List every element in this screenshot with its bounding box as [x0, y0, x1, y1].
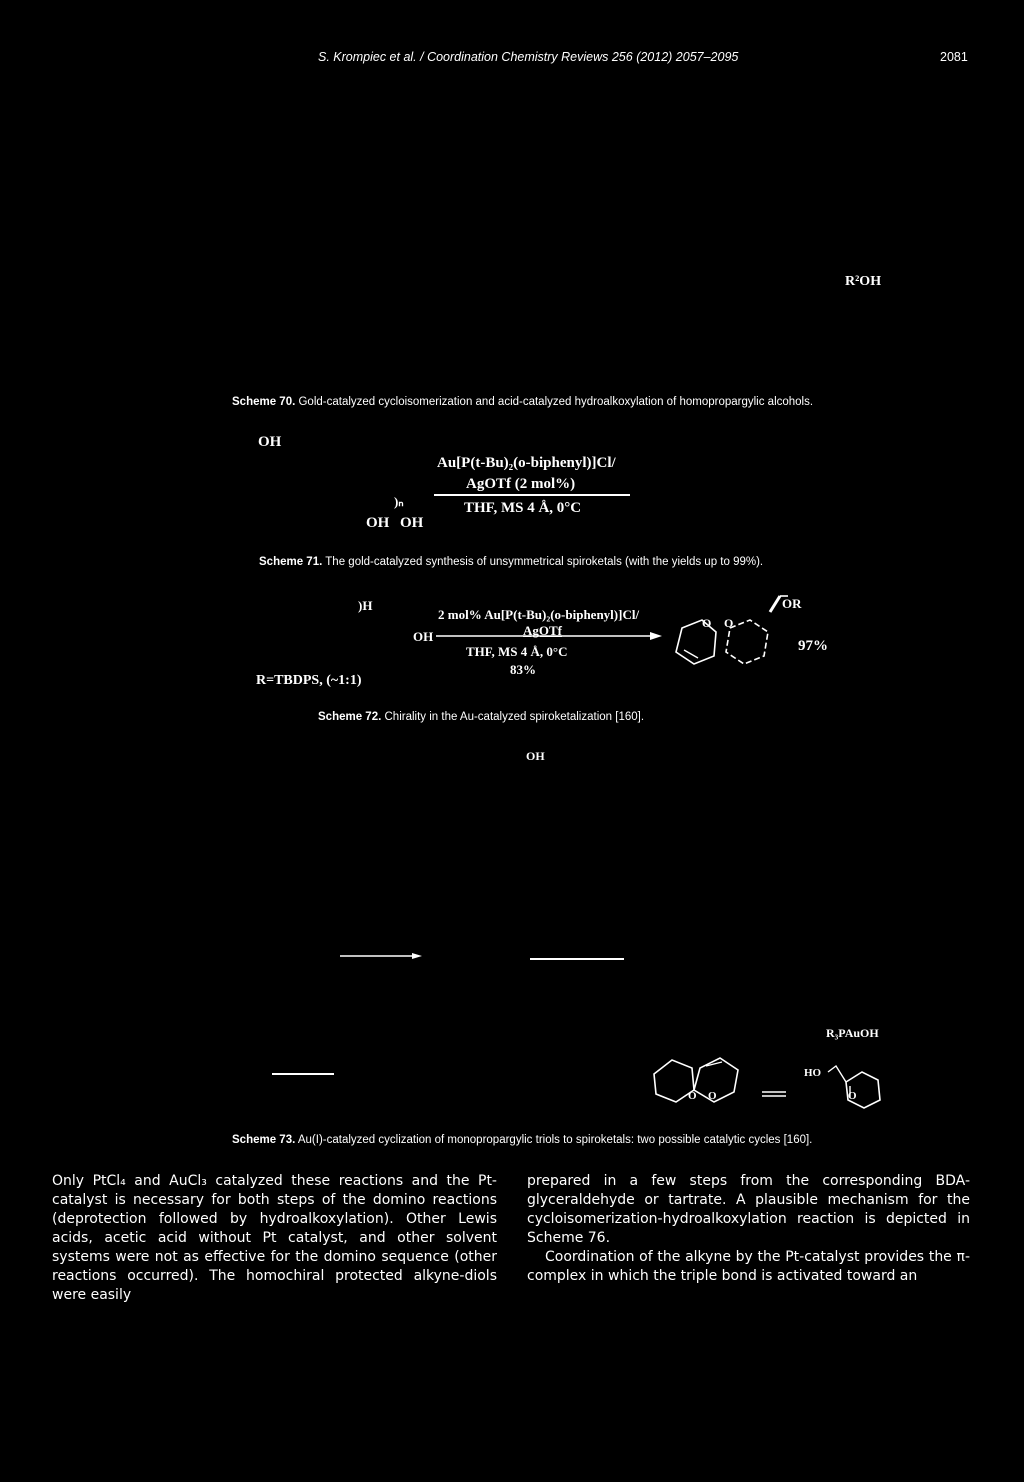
scheme73-ring-oxygen: O — [848, 1090, 857, 1102]
scheme72-oh-arrow: OH — [413, 629, 434, 644]
scheme73-caption — [232, 1134, 812, 1146]
scheme73-caption-text: Au(I)-catalyzed cyclization of monopropargylic triols to spiroketals: two possible catalytic cycles [160]. — [295, 1134, 813, 1146]
scheme70-caption-text: Gold-catalyzed cycloisomerization and acid-catalyzed hydroalkoxylation of homopropargylic alcohols. — [295, 396, 814, 408]
scheme73-caption-label: Scheme 73. — [232, 1134, 296, 1146]
scheme71-ring-size: )ₙ — [394, 494, 404, 509]
scheme73-ho-label: HO — [804, 1067, 822, 1079]
scheme73-arrow-bottom-left — [272, 1073, 334, 1075]
scheme71-oh-left: OH — [366, 515, 390, 531]
scheme71-condition-solvent: THF, MS 4 Å, 0°C — [464, 500, 582, 516]
scheme73-arrow-right — [530, 958, 624, 960]
scheme72-condition-cocatalyst: AgOTf — [523, 623, 562, 638]
scheme73-spiro-oxygen-2: O — [708, 1090, 717, 1102]
scheme72-substituent-note: R=TBDPS, (~1:1) — [256, 673, 362, 688]
scheme70-reagent-label: R²OH — [845, 274, 882, 289]
scheme72-product-oxygen-2: O — [724, 616, 734, 630]
scheme72-product-or: OR — [782, 596, 802, 611]
scheme73-spiro-oxygen-1: O — [688, 1090, 697, 1102]
scheme72-product-oxygen-1: O — [702, 616, 712, 630]
scheme71-reaction-arrow — [434, 494, 630, 496]
scheme72-condition-catalyst: 2 mol% Au[P(t-Bu)₂(o-biphenyl)]Cl/ — [438, 607, 640, 622]
scheme72-caption-label: Scheme 72. — [318, 711, 382, 723]
scheme72-condition-yield: 83% — [510, 662, 536, 677]
scheme72-caption-text: Chirality in the Au-catalyzed spiroketalization [160]. — [381, 711, 645, 723]
scheme72-reaction-arrow — [436, 631, 662, 641]
running-header-citation: S. Krompiec et al. / Coordination Chemistry Reviews 256 (2012) 2057–2095 — [318, 50, 739, 64]
body-left-column — [52, 1172, 497, 1305]
scheme72-yield: 97% — [798, 638, 828, 654]
body-right-column — [527, 1172, 970, 1286]
scheme71-caption-text: The gold-catalyzed synthesis of unsymmetrical spiroketals (with the yields up to 99%). — [322, 556, 764, 568]
scheme71-caption-label: Scheme 71. — [259, 556, 323, 568]
scheme71-condition-cocatalyst: AgOTf (2 mol%) — [466, 476, 576, 492]
scheme70-caption — [232, 396, 813, 408]
scheme70-caption-label: Scheme 70. — [232, 396, 296, 408]
body-right-paragraph-2: Coordination of the alkyne by the Pt-catalyst provides the π-complex in which the triple bond is activated toward an — [527, 1249, 970, 1284]
scheme73-gold-hydroxide: R₃PAuOH — [826, 1026, 879, 1040]
scheme73-arrow-left — [340, 952, 422, 960]
scheme71-oh-right: OH — [400, 515, 424, 531]
body-left-paragraph: Only PtCl₄ and AuCl₃ catalyzed these reactions and the Pt-catalyst is necessary for both steps of the domino reactions (deprotection followed by hydroalkoxylation). Other Lewis acids, acetic acid without Pt catalyst, and other solvent systems were not as effective for the domino sequence (other reactions occurred). The homochiral protected alkyne-diols were easily — [52, 1173, 497, 1303]
scheme72-condition-solvent: THF, MS 4 Å, 0°C — [466, 644, 568, 659]
scheme73-oh-label: OH — [526, 749, 545, 763]
scheme71-oh-top: OH — [258, 434, 282, 450]
scheme71-caption — [259, 556, 763, 568]
body-right-paragraph-1: prepared in a few steps from the corresponding BDA-glyceraldehyde or tartrate. A plausible mechanism for the cycloisomerization-hydroalkoxylation reaction is depicted in Scheme 76. — [527, 1173, 970, 1246]
scheme72-oh-fragment: )H — [358, 598, 373, 613]
scheme72-caption — [318, 711, 644, 723]
scheme71-condition-catalyst: Au[P(t-Bu)₂(o-biphenyl)]Cl/ — [437, 455, 616, 471]
page-number: 2081 — [940, 50, 968, 64]
